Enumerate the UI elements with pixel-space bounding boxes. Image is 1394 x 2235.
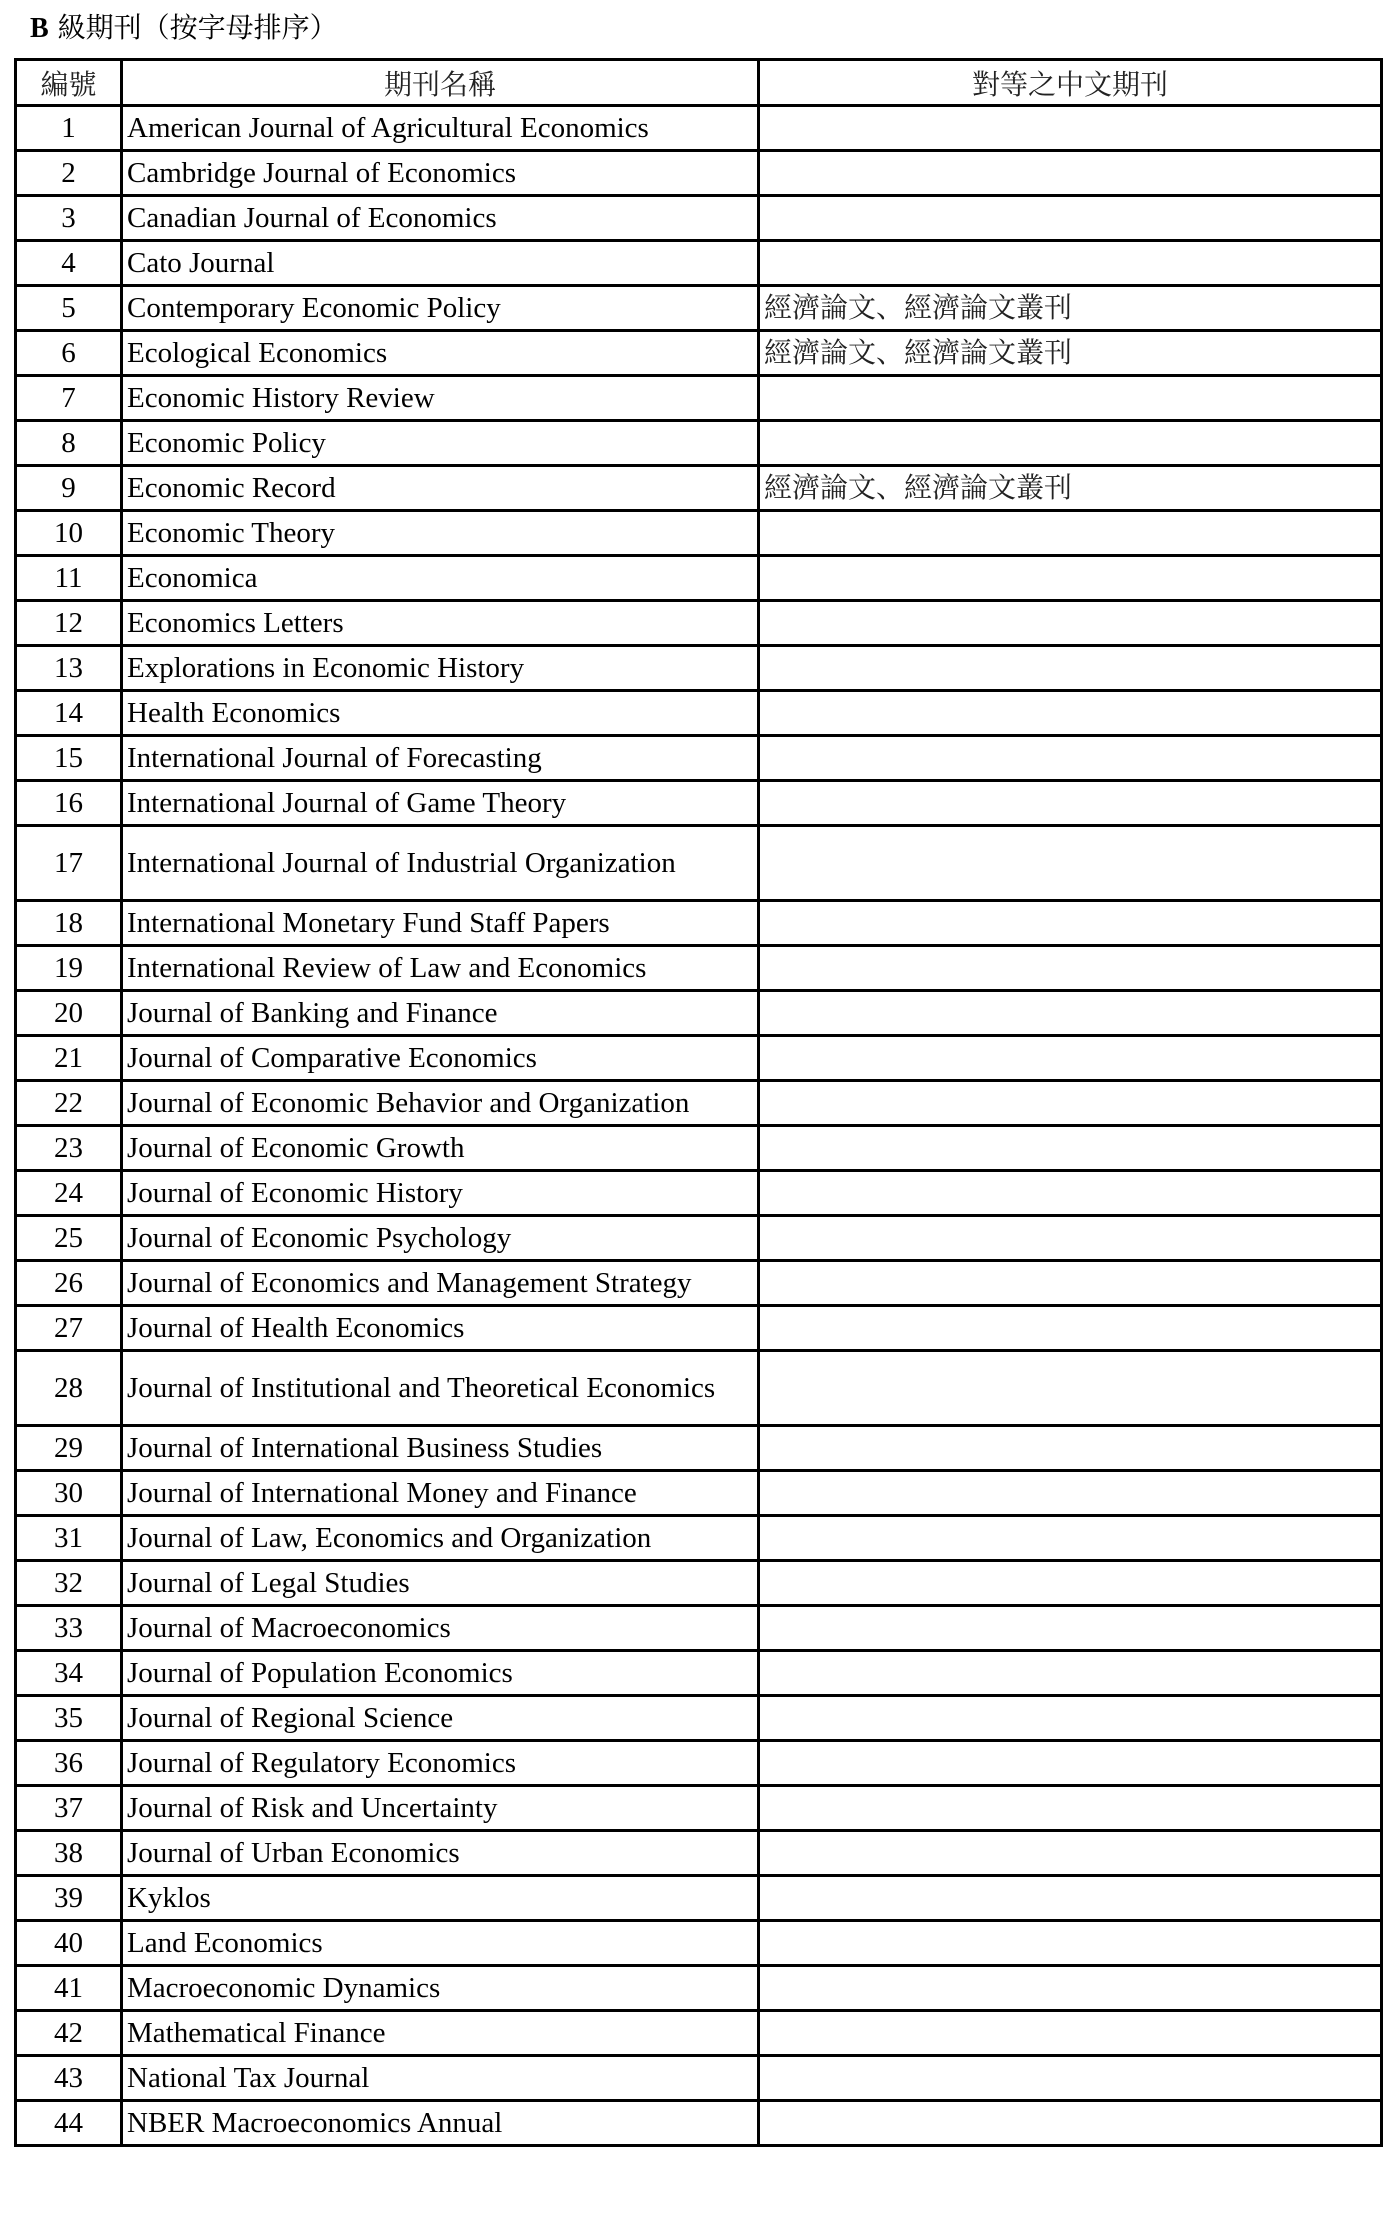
journal-name: Journal of International Money and Finance: [122, 1471, 759, 1516]
header-journal-name: 期刊名稱: [122, 60, 759, 106]
chinese-equivalent: [759, 1966, 1382, 2011]
chinese-equivalent: [759, 196, 1382, 241]
journal-name: Kyklos: [122, 1876, 759, 1921]
journal-name: International Journal of Industrial Organization: [122, 826, 759, 901]
table-row: [16, 1741, 1382, 1786]
chinese-equivalent: [759, 1426, 1382, 1471]
row-number: 29: [16, 1426, 122, 1471]
journal-name: Journal of Regulatory Economics: [122, 1741, 759, 1786]
chinese-equivalent: [759, 991, 1382, 1036]
row-number: 15: [16, 736, 122, 781]
journal-name: Journal of Comparative Economics: [122, 1036, 759, 1081]
page-title: [30, 10, 338, 47]
table-row: [16, 1606, 1382, 1651]
title-text: 級期刊（按字母排序）: [48, 11, 338, 44]
chinese-equivalent: [759, 1261, 1382, 1306]
row-number: 9: [16, 466, 122, 511]
table-row: [16, 1561, 1382, 1606]
chinese-equivalent: [759, 1471, 1382, 1516]
row-number: 18: [16, 901, 122, 946]
chinese-equivalent: 經濟論文、經濟論文叢刊: [759, 331, 1382, 376]
table-row: [16, 946, 1382, 991]
table-row: [16, 331, 1382, 376]
table-row: [16, 901, 1382, 946]
journal-name: Explorations in Economic History: [122, 646, 759, 691]
chinese-equivalent: [759, 556, 1382, 601]
row-number: 14: [16, 691, 122, 736]
chinese-equivalent: [759, 511, 1382, 556]
row-number: 5: [16, 286, 122, 331]
journal-name: Cato Journal: [122, 241, 759, 286]
journal-name: Economica: [122, 556, 759, 601]
table-row: [16, 196, 1382, 241]
journal-name: Ecological Economics: [122, 331, 759, 376]
journal-name: Cambridge Journal of Economics: [122, 151, 759, 196]
journal-name: Contemporary Economic Policy: [122, 286, 759, 331]
row-number: 24: [16, 1171, 122, 1216]
row-number: 30: [16, 1471, 122, 1516]
table-row: [16, 1036, 1382, 1081]
row-number: 6: [16, 331, 122, 376]
journal-name: Journal of Economic Behavior and Organization: [122, 1081, 759, 1126]
journal-name: Economic Policy: [122, 421, 759, 466]
table-row: [16, 691, 1382, 736]
row-number: 4: [16, 241, 122, 286]
table-row: [16, 1081, 1382, 1126]
table-row: [16, 2056, 1382, 2101]
chinese-equivalent: [759, 376, 1382, 421]
row-number: 13: [16, 646, 122, 691]
table-row: [16, 1306, 1382, 1351]
table-row: [16, 1831, 1382, 1876]
chinese-equivalent: [759, 2011, 1382, 2056]
journal-name: Journal of Regional Science: [122, 1696, 759, 1741]
table-row: [16, 286, 1382, 331]
table-row: [16, 151, 1382, 196]
row-number: 3: [16, 196, 122, 241]
row-number: 22: [16, 1081, 122, 1126]
journal-name: Journal of International Business Studies: [122, 1426, 759, 1471]
table-row: [16, 991, 1382, 1036]
journal-name: Macroeconomic Dynamics: [122, 1966, 759, 2011]
journal-name: International Monetary Fund Staff Papers: [122, 901, 759, 946]
row-number: 7: [16, 376, 122, 421]
row-number: 1: [16, 106, 122, 151]
journal-name: Economics Letters: [122, 601, 759, 646]
table-row: [16, 1171, 1382, 1216]
journal-name: National Tax Journal: [122, 2056, 759, 2101]
chinese-equivalent: [759, 1606, 1382, 1651]
row-number: 43: [16, 2056, 122, 2101]
table-row: [16, 601, 1382, 646]
row-number: 32: [16, 1561, 122, 1606]
row-number: 34: [16, 1651, 122, 1696]
chinese-equivalent: [759, 106, 1382, 151]
journal-name: Economic Theory: [122, 511, 759, 556]
chinese-equivalent: [759, 691, 1382, 736]
journal-name: International Review of Law and Economics: [122, 946, 759, 991]
row-number: 16: [16, 781, 122, 826]
row-number: 31: [16, 1516, 122, 1561]
table-row: [16, 241, 1382, 286]
table-row: [16, 1426, 1382, 1471]
journal-table: [14, 58, 1383, 2147]
chinese-equivalent: [759, 1171, 1382, 1216]
journal-name: Land Economics: [122, 1921, 759, 1966]
chinese-equivalent: [759, 1651, 1382, 1696]
row-number: 20: [16, 991, 122, 1036]
journal-name: Journal of Legal Studies: [122, 1561, 759, 1606]
table-row: [16, 1471, 1382, 1516]
table-row: [16, 1216, 1382, 1261]
header-chinese-equivalent: 對等之中文期刊: [759, 60, 1382, 106]
row-number: 10: [16, 511, 122, 556]
chinese-equivalent: [759, 1696, 1382, 1741]
journal-name: Journal of Institutional and Theoretical Economics: [122, 1351, 759, 1426]
table-row: [16, 826, 1382, 901]
journal-name: Journal of Banking and Finance: [122, 991, 759, 1036]
chinese-equivalent: [759, 151, 1382, 196]
chinese-equivalent: [759, 1786, 1382, 1831]
chinese-equivalent: [759, 1081, 1382, 1126]
journal-name: Journal of Economic Growth: [122, 1126, 759, 1171]
table-row: [16, 2011, 1382, 2056]
journal-name: Journal of Economic Psychology: [122, 1216, 759, 1261]
journal-name: Journal of Law, Economics and Organization: [122, 1516, 759, 1561]
table-header-row: [16, 60, 1382, 106]
table-row: [16, 736, 1382, 781]
table-row: [16, 646, 1382, 691]
chinese-equivalent: [759, 1831, 1382, 1876]
chinese-equivalent: [759, 901, 1382, 946]
row-number: 12: [16, 601, 122, 646]
chinese-equivalent: [759, 1876, 1382, 1921]
table-row: [16, 1786, 1382, 1831]
row-number: 11: [16, 556, 122, 601]
chinese-equivalent: [759, 2056, 1382, 2101]
journal-name: Journal of Risk and Uncertainty: [122, 1786, 759, 1831]
row-number: 26: [16, 1261, 122, 1306]
chinese-equivalent: 經濟論文、經濟論文叢刊: [759, 286, 1382, 331]
table-row: [16, 1651, 1382, 1696]
row-number: 23: [16, 1126, 122, 1171]
journal-name: Journal of Population Economics: [122, 1651, 759, 1696]
chinese-equivalent: [759, 1516, 1382, 1561]
row-number: 8: [16, 421, 122, 466]
row-number: 21: [16, 1036, 122, 1081]
row-number: 40: [16, 1921, 122, 1966]
chinese-equivalent: [759, 1306, 1382, 1351]
journal-name: Health Economics: [122, 691, 759, 736]
journal-name: Canadian Journal of Economics: [122, 196, 759, 241]
row-number: 37: [16, 1786, 122, 1831]
row-number: 38: [16, 1831, 122, 1876]
row-number: 39: [16, 1876, 122, 1921]
table-row: [16, 511, 1382, 556]
header-number: 編號: [16, 60, 122, 106]
row-number: 42: [16, 2011, 122, 2056]
chinese-equivalent: [759, 1351, 1382, 1426]
chinese-equivalent: [759, 601, 1382, 646]
table-row: [16, 106, 1382, 151]
chinese-equivalent: [759, 1741, 1382, 1786]
chinese-equivalent: [759, 1561, 1382, 1606]
table-row: [16, 1921, 1382, 1966]
row-number: 25: [16, 1216, 122, 1261]
row-number: 36: [16, 1741, 122, 1786]
chinese-equivalent: [759, 781, 1382, 826]
row-number: 44: [16, 2101, 122, 2146]
journal-name: Economic History Review: [122, 376, 759, 421]
table-row: [16, 1966, 1382, 2011]
row-number: 19: [16, 946, 122, 991]
row-number: 33: [16, 1606, 122, 1651]
journal-name: International Journal of Game Theory: [122, 781, 759, 826]
table-row: [16, 556, 1382, 601]
chinese-equivalent: [759, 241, 1382, 286]
title-grade: B: [30, 13, 49, 44]
table-row: [16, 376, 1382, 421]
table-row: [16, 781, 1382, 826]
chinese-equivalent: [759, 1036, 1382, 1081]
row-number: 41: [16, 1966, 122, 2011]
table-row: [16, 421, 1382, 466]
chinese-equivalent: 經濟論文、經濟論文叢刊: [759, 466, 1382, 511]
chinese-equivalent: [759, 946, 1382, 991]
journal-name: Journal of Health Economics: [122, 1306, 759, 1351]
journal-name: International Journal of Forecasting: [122, 736, 759, 781]
row-number: 17: [16, 826, 122, 901]
table-body: [16, 106, 1382, 2146]
journal-name: Journal of Economics and Management Strategy: [122, 1261, 759, 1306]
table-row: [16, 1126, 1382, 1171]
journal-name: American Journal of Agricultural Economics: [122, 106, 759, 151]
chinese-equivalent: [759, 1921, 1382, 1966]
journal-name: Mathematical Finance: [122, 2011, 759, 2056]
table-row: [16, 1516, 1382, 1561]
row-number: 27: [16, 1306, 122, 1351]
chinese-equivalent: [759, 826, 1382, 901]
table-row: [16, 1876, 1382, 1921]
chinese-equivalent: [759, 2101, 1382, 2146]
table-row: [16, 2101, 1382, 2146]
table-row: [16, 1351, 1382, 1426]
row-number: 35: [16, 1696, 122, 1741]
chinese-equivalent: [759, 421, 1382, 466]
row-number: 2: [16, 151, 122, 196]
table-row: [16, 1261, 1382, 1306]
journal-name: Journal of Economic History: [122, 1171, 759, 1216]
journal-name: NBER Macroeconomics Annual: [122, 2101, 759, 2146]
journal-name: Economic Record: [122, 466, 759, 511]
chinese-equivalent: [759, 1216, 1382, 1261]
journal-name: Journal of Urban Economics: [122, 1831, 759, 1876]
table-row: [16, 466, 1382, 511]
chinese-equivalent: [759, 1126, 1382, 1171]
row-number: 28: [16, 1351, 122, 1426]
table-row: [16, 1696, 1382, 1741]
chinese-equivalent: [759, 736, 1382, 781]
chinese-equivalent: [759, 646, 1382, 691]
journal-name: Journal of Macroeconomics: [122, 1606, 759, 1651]
